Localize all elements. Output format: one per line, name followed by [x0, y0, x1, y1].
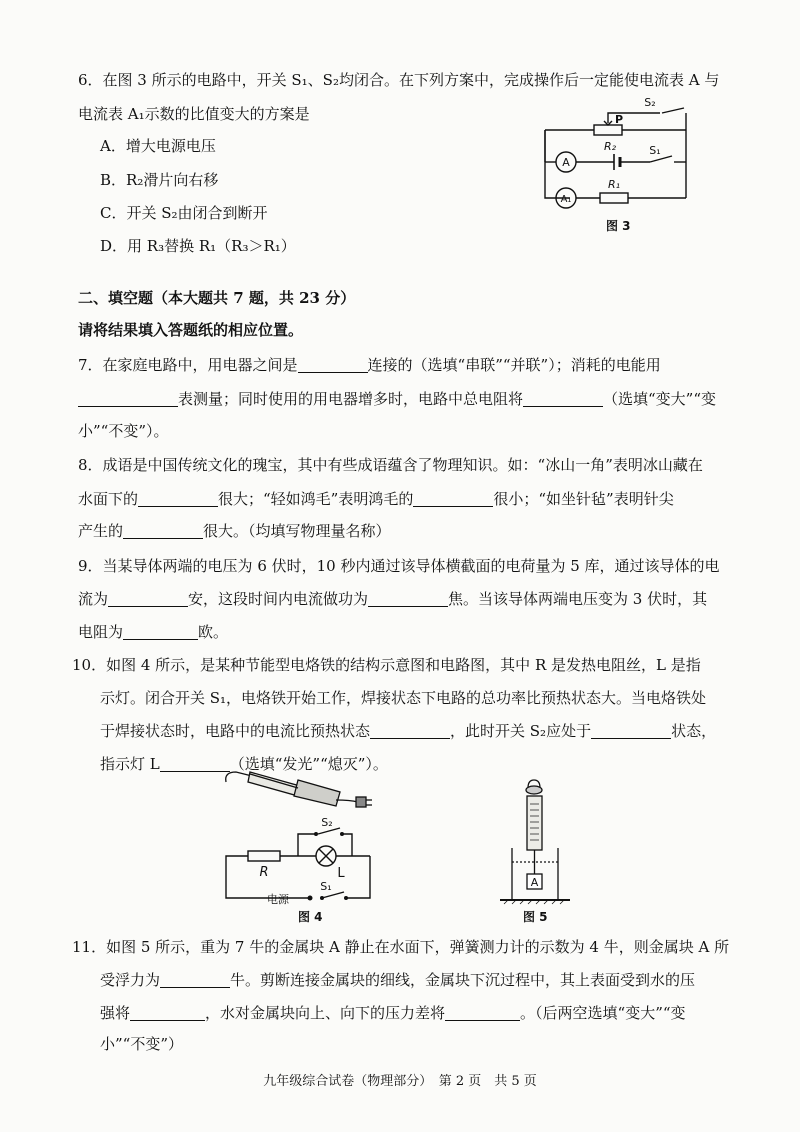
- q7-line3: 小”“不变”）。: [78, 422, 169, 440]
- q8-text-3a: 产生的: [78, 522, 124, 540]
- q7-text-2b: （选填“变大”“变: [603, 390, 717, 408]
- q8-text-2a: 水面下的: [78, 490, 139, 508]
- page-footer: 九年级综合试卷（物理部分） 第 2 页 共 5 页: [263, 1074, 537, 1089]
- q10-text-3c: 状态，: [671, 722, 717, 740]
- q7-text-1b: 连接的（选填“串联”“并联”）；消耗的电能用: [367, 356, 661, 374]
- q11-text-2a: 受浮力为: [100, 971, 161, 989]
- q11-line2: [100, 970, 695, 990]
- q9-text-2c: 焦。当该导体两端电压变为 3 伏时，其: [448, 590, 708, 608]
- q10-line1: 10．如图 4 所示，是某种节能型电烙铁的结构示意图和电路图，其中 R 是发热电阻丝，L 是指: [72, 656, 701, 674]
- q10-text-4b: （选填“发光”“熄灭”）。: [229, 755, 388, 773]
- fig4-label-power: 电源: [267, 893, 289, 906]
- q10-line2: 示灯。闭合开关 S₁，电烙铁开始工作，焊接状态下电路的总功率比预热状态大。当电烙铁处: [100, 689, 707, 707]
- q6-option-d: D．用 R₃替换 R₁（R₃＞R₁）: [100, 237, 296, 255]
- q8-text-3b: 很大。（均填写物理量名称）: [203, 522, 391, 540]
- fig3-label-p: P: [614, 113, 624, 126]
- q10-text-3b: ，此时开关 S₂应处于: [450, 722, 592, 740]
- q11-blank-2[interactable]: [130, 1004, 205, 1021]
- fig3-label-a: A: [562, 156, 570, 169]
- figure-5-caption: 图 5: [523, 910, 548, 924]
- section-note: 请将结果填入答题纸的相应位置。: [78, 321, 304, 339]
- q10-text-3a: 于焊接状态时，电路中的电流比预热状态: [100, 722, 371, 740]
- fig4-label-l: L: [337, 866, 345, 881]
- q9-text-2a: 流为: [78, 590, 109, 608]
- q6-stem-line1: 6．在图 3 所示的电路中，开关 S₁、S₂均闭合。在下列方案中，完成操作后一定能使电流表 A 与: [78, 71, 720, 89]
- q9-text-3a: 电阻为: [78, 623, 124, 641]
- fig4-label-r: R: [259, 865, 269, 880]
- fig3-label-a1: A₁: [560, 194, 572, 205]
- q11-text-3b: ，水对金属块向上、向下的压力差将: [205, 1004, 446, 1022]
- figure-3-caption: 图 3: [606, 219, 631, 233]
- section-title: 二、填空题（本大题共 7 题，共 23 分）: [78, 289, 356, 307]
- q8-text-2c: 很小；“如坐针毡”表明针尖: [493, 490, 674, 508]
- q11-text-3c: 。（后两空选填“变大”“变: [520, 1004, 686, 1022]
- q8-line1: 8．成语是中国传统文化的瑰宝，其中有些成语蕴含了物理知识。如：“冰山一角”表明冰山藏在: [78, 456, 703, 474]
- fig3-label-s1: S₁: [649, 144, 661, 157]
- fig3-label-r1: R₁: [607, 178, 621, 191]
- q7-text-2a: 表测量；同时使用的用电器增多时，电路中总电阻将: [178, 390, 524, 408]
- q6-stem-line2: 电流表 A₁示数的比值变大的方案是: [78, 105, 310, 123]
- q7-text-1a: 7．在家庭电路中，用电器之间是: [78, 356, 298, 374]
- q11-text-3a: 强将: [100, 1004, 131, 1022]
- fig3-label-r2: R₂: [603, 140, 617, 153]
- q11-blank-3[interactable]: [445, 1004, 520, 1021]
- q11-line1: 11．如图 5 所示，重为 7 牛的金属块 A 静止在水面下，弹簧测力计的示数为 4 牛，则金属块 A 所: [72, 938, 730, 956]
- q11-blank-1[interactable]: [160, 971, 230, 988]
- fig4-label-s2: S₂: [321, 816, 333, 829]
- q9-line1: 9．当某导体两端的电压为 6 伏时，10 秒内通过该导体横截面的电荷量为 5 库，通过该导体的电: [78, 557, 720, 575]
- q8-text-2b: 很大；“轻如鸿毛”表明鸿毛的: [218, 490, 414, 508]
- q9-text-3b: 欧。: [198, 623, 229, 641]
- q9-text-2b: 安，这段时间内电流做功为: [188, 590, 369, 608]
- q11-line4: 小”“不变”）: [100, 1035, 184, 1053]
- fig3-label-s2: S₂: [644, 96, 656, 109]
- q11-text-2b: 牛。剪断连接金属块的细线，金属块下沉过程中，其上表面受到水的压: [230, 971, 696, 989]
- figure-4-caption: 图 4: [298, 910, 323, 924]
- q11-line3: [100, 1003, 686, 1023]
- q6-option-b: B．R₂滑片向右移: [100, 171, 219, 189]
- q6-option-c: C．开关 S₂由闭合到断开: [100, 204, 268, 222]
- fig4-label-s1: S₁: [320, 880, 332, 893]
- fig5-label-a: A: [530, 876, 539, 889]
- q10-text-4a: 指示灯 L: [100, 755, 160, 773]
- q6-option-a: A．增大电源电压: [100, 137, 216, 155]
